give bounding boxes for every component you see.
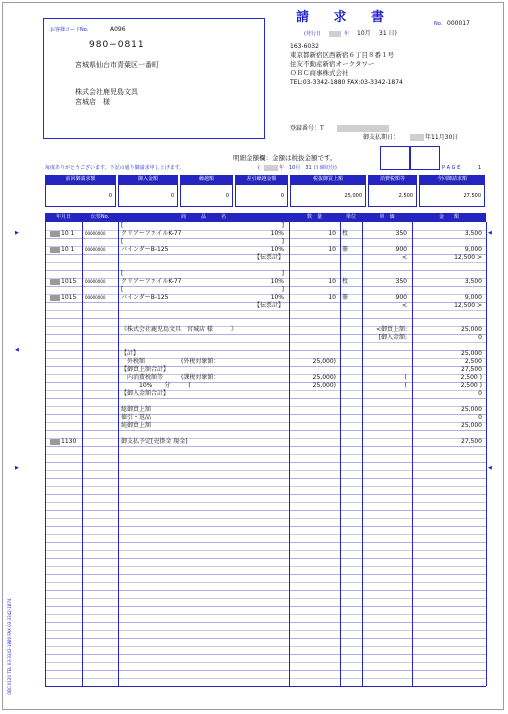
row-rate: ] bbox=[281, 286, 284, 293]
row-amount: 25,000 bbox=[461, 350, 482, 357]
summary-header-4: 税抜御買上額 bbox=[290, 175, 366, 184]
column-divider bbox=[340, 222, 341, 686]
margin-arrow-left-2: ◀ bbox=[15, 347, 19, 353]
customer-address: 宮城県仙台市青葉区一番町 bbox=[75, 61, 159, 69]
customer-address-box bbox=[43, 18, 265, 139]
row-name: 【計】 bbox=[121, 350, 140, 357]
row-amount: 9,000 bbox=[464, 246, 482, 253]
row-name: 【御入金額合計】 bbox=[121, 390, 170, 397]
summary-header-3: 差引繰越金額 bbox=[235, 175, 288, 184]
stamp-box-1 bbox=[380, 146, 410, 170]
row-qty: 25,000) bbox=[312, 358, 336, 365]
thanks-message: 毎度ありがとうございます。下記の通り御請求申し上げます。 bbox=[45, 165, 185, 171]
row-slip: 00000000 bbox=[85, 279, 106, 284]
row-divider bbox=[45, 502, 486, 503]
closing-open: ( bbox=[258, 165, 260, 171]
row-divider bbox=[45, 638, 486, 639]
row-divider bbox=[45, 566, 486, 567]
row-rate: ] bbox=[281, 270, 284, 277]
row-divider bbox=[45, 518, 486, 519]
row-qty: 10 bbox=[328, 230, 336, 237]
row-name: 内消費税額等 (課税対象額： bbox=[121, 374, 220, 381]
tax-note: 明細金額欄：金額は税抜金額です。 bbox=[233, 154, 337, 162]
row-amount: 12,500 > bbox=[454, 302, 482, 309]
row-name: バインダーB-125 bbox=[121, 294, 169, 301]
row-amount: 3,500 bbox=[464, 278, 482, 285]
margin-arrow-right-2: ◀ bbox=[488, 465, 492, 471]
row-divider bbox=[45, 678, 486, 679]
summary-header-0: 前回御請求額 bbox=[45, 175, 116, 184]
issuer-address2: 住友不動産新宿オークタワー bbox=[290, 60, 375, 68]
table-header-2: 商 品 名 bbox=[180, 214, 226, 220]
table-bottom-border bbox=[45, 686, 486, 687]
payment-due-label: 御支払期日： bbox=[363, 134, 400, 141]
row-divider bbox=[45, 614, 486, 615]
margin-arrow-right-1: ◀ bbox=[488, 230, 492, 236]
table-header-4: 単位 bbox=[345, 214, 356, 220]
row-divider bbox=[45, 534, 486, 535]
row-amount: 25,000 bbox=[461, 326, 482, 333]
row-name: [ bbox=[121, 238, 124, 245]
issue-date-label: (発行日 bbox=[304, 31, 321, 37]
row-divider bbox=[45, 550, 486, 551]
closing-date: 年 10月 31 日 締切分) bbox=[279, 165, 337, 171]
row-name: [ bbox=[121, 286, 124, 293]
summary-value-5: 2,500 bbox=[368, 184, 417, 207]
row-divider bbox=[45, 454, 486, 455]
row-divider bbox=[45, 574, 486, 575]
row-name: クリアーファイルK-77 bbox=[121, 278, 182, 285]
issuer-address1: 東京都新宿区西新宿６丁目８番１号 bbox=[290, 51, 394, 59]
row-price: ( bbox=[404, 374, 407, 381]
row-price: 350 bbox=[395, 230, 407, 237]
row-name: クリアーファイルK-77 bbox=[121, 230, 182, 237]
issuer-tel-fax: TEL:03-3342-1880 FAX:03-3342-1874 bbox=[290, 79, 403, 86]
row-name: [ bbox=[121, 222, 124, 229]
row-divider bbox=[45, 542, 486, 543]
row-unit: 枚 bbox=[342, 278, 349, 285]
issue-day: 31 日) bbox=[379, 30, 397, 37]
column-divider bbox=[289, 222, 290, 686]
row-divider bbox=[45, 662, 486, 663]
row-amount: 27,500 bbox=[461, 366, 482, 373]
row-amount: 2,500 bbox=[464, 358, 482, 365]
row-amount: 9,000 bbox=[464, 294, 482, 301]
table-header-6: 金 額 bbox=[438, 214, 459, 220]
row-divider bbox=[45, 590, 486, 591]
row-name: バインダーB-125 bbox=[121, 246, 169, 253]
summary-value-1: 0 bbox=[118, 184, 178, 207]
row-rate: 10% bbox=[270, 294, 284, 301]
row-rate: 【伝票計】 bbox=[253, 302, 284, 309]
row-amount: 0 bbox=[478, 334, 482, 341]
column-divider bbox=[45, 222, 46, 686]
payment-due-year-redacted bbox=[410, 134, 424, 141]
summary-header-6: 今回御請求額 bbox=[419, 175, 485, 184]
summary-value-6: 27,500 bbox=[419, 184, 485, 207]
row-divider bbox=[45, 494, 486, 495]
doc-number-label: No. bbox=[434, 21, 443, 27]
row-amount: 0 bbox=[478, 414, 482, 421]
row-price: 900 bbox=[395, 246, 407, 253]
summary-header-2: 繰越額 bbox=[180, 175, 233, 184]
date-year-redacted bbox=[50, 439, 60, 445]
row-date: 1130 bbox=[61, 438, 77, 445]
table-header-3: 数 量 bbox=[306, 214, 322, 220]
row-amount: 2,500 ) bbox=[460, 382, 482, 389]
row-price: < bbox=[401, 254, 407, 261]
row-qty: 10 bbox=[328, 278, 336, 285]
row-slip: 00000000 bbox=[85, 231, 106, 236]
column-divider bbox=[118, 222, 119, 686]
doc-number: 000017 bbox=[447, 20, 470, 27]
row-name: 値引・返品 bbox=[121, 414, 152, 421]
row-price: < bbox=[401, 302, 407, 309]
row-amount: 12,500 > bbox=[454, 254, 482, 261]
payment-due-value: 年11月30日 bbox=[425, 134, 459, 141]
row-price: 350 bbox=[395, 278, 407, 285]
row-divider bbox=[45, 310, 486, 311]
row-slip: 00000000 bbox=[85, 295, 106, 300]
row-amount: 3,500 bbox=[464, 230, 482, 237]
registration-label: 登録番号：T bbox=[290, 125, 324, 132]
customer-code-label: お客様コードNo. bbox=[50, 27, 89, 33]
issue-year-unit: 年 bbox=[344, 31, 350, 37]
issuer-postal: 163-6032 bbox=[290, 43, 319, 50]
summary-value-4: 25,000 bbox=[290, 184, 366, 207]
row-rate: 【伝票計】 bbox=[253, 254, 284, 261]
row-qty: 25,000) bbox=[312, 382, 336, 389]
issue-year-redacted bbox=[329, 31, 341, 37]
date-year-redacted bbox=[50, 247, 60, 253]
summary-value-3: 0 bbox=[235, 184, 288, 207]
row-divider bbox=[45, 470, 486, 471]
row-divider bbox=[45, 342, 486, 343]
row-qty: 10 bbox=[328, 294, 336, 301]
summary-header-5: 消費税額等 bbox=[368, 175, 417, 184]
column-divider bbox=[486, 222, 487, 686]
row-divider bbox=[45, 670, 486, 671]
row-rate: 10% bbox=[270, 230, 284, 237]
row-rate: 10% bbox=[270, 246, 284, 253]
row-name: 【御買上額合計】 bbox=[121, 366, 170, 373]
customer-company: 株式会社鹿児島文具 bbox=[75, 88, 138, 96]
customer-code: A096 bbox=[110, 26, 126, 33]
row-divider bbox=[45, 582, 486, 583]
column-divider bbox=[82, 222, 83, 686]
row-name: 外税額 (外税対象額： bbox=[121, 358, 220, 365]
row-divider bbox=[45, 318, 486, 319]
column-divider bbox=[362, 222, 363, 686]
row-amount: 2,500 ) bbox=[460, 374, 482, 381]
row-divider bbox=[45, 510, 486, 511]
row-qty: 25,000) bbox=[312, 374, 336, 381]
customer-branch: 宮城店 様 bbox=[75, 98, 110, 106]
row-slip: 00000000 bbox=[85, 247, 106, 252]
row-divider bbox=[45, 462, 486, 463]
row-name: [ bbox=[121, 270, 124, 277]
date-year-redacted bbox=[50, 231, 60, 237]
row-rate: 10% bbox=[270, 278, 284, 285]
row-name: 純御買上額 bbox=[121, 422, 152, 429]
row-divider bbox=[45, 630, 486, 631]
row-divider bbox=[45, 430, 486, 431]
customer-postal: 980−0811 bbox=[89, 40, 145, 50]
date-year-redacted bbox=[50, 279, 60, 285]
table-header-1: 伝票No. bbox=[90, 214, 110, 220]
row-divider bbox=[45, 646, 486, 647]
row-amount: 0 bbox=[478, 390, 482, 397]
row-name: 《株式会社鹿児島文具 宮城店 様 》 bbox=[121, 326, 237, 333]
row-divider bbox=[45, 622, 486, 623]
row-name: 総御買上額 bbox=[121, 406, 152, 413]
row-amount: 27,500 bbox=[461, 438, 482, 445]
date-year-redacted bbox=[50, 295, 60, 301]
row-amount: 25,000 bbox=[461, 406, 482, 413]
page-number: 1 bbox=[478, 165, 482, 171]
document-title: 請 求 書 bbox=[296, 10, 395, 25]
margin-arrow-left-1: ▶ bbox=[15, 230, 19, 236]
side-contact-text: OBC 0120 TEL 03-3342-1880 FAX 03-3342-1874 bbox=[7, 598, 12, 695]
row-divider bbox=[45, 478, 486, 479]
row-unit: 枚 bbox=[342, 230, 349, 237]
registration-number-redacted bbox=[337, 125, 389, 132]
row-unit: 冊 bbox=[342, 246, 349, 253]
table-header-0: 年月日 bbox=[55, 214, 71, 220]
row-unit: 冊 bbox=[342, 294, 349, 301]
row-price: ( bbox=[404, 382, 407, 389]
row-divider bbox=[45, 398, 486, 399]
stamp-box-2 bbox=[410, 146, 440, 170]
row-qty: 10 bbox=[328, 246, 336, 253]
summary-value-2: 0 bbox=[180, 184, 233, 207]
row-divider bbox=[45, 486, 486, 487]
row-divider bbox=[45, 446, 486, 447]
row-divider bbox=[45, 558, 486, 559]
row-divider bbox=[45, 526, 486, 527]
row-date: 1015 bbox=[61, 294, 77, 301]
margin-arrow-left-3: ▶ bbox=[15, 465, 19, 471]
summary-header-1: 御入金額 bbox=[118, 175, 178, 184]
row-price: <御買上額: bbox=[375, 326, 407, 333]
row-price: [御入金額: bbox=[378, 334, 407, 341]
row-divider bbox=[45, 598, 486, 599]
table-header-5: 単 価 bbox=[379, 214, 395, 220]
row-amount: 25,000 bbox=[461, 422, 482, 429]
row-price: 900 bbox=[395, 294, 407, 301]
column-divider bbox=[412, 222, 413, 686]
row-date: 10 1 bbox=[61, 246, 75, 253]
page-label: P A G E bbox=[442, 165, 461, 171]
row-divider bbox=[45, 606, 486, 607]
row-rate: ] bbox=[281, 222, 284, 229]
row-name: 御支払予定[売掛金 現金] bbox=[121, 438, 188, 445]
row-date: 1015 bbox=[61, 278, 77, 285]
row-name: 10% 分 ( bbox=[121, 382, 191, 389]
row-divider bbox=[45, 654, 486, 655]
issue-month: 10月 bbox=[357, 30, 371, 37]
summary-value-0: 0 bbox=[45, 184, 116, 207]
row-rate: ] bbox=[281, 238, 284, 245]
row-divider bbox=[45, 262, 486, 263]
closing-year-redacted bbox=[264, 165, 278, 171]
row-date: 10 1 bbox=[61, 230, 75, 237]
issuer-company: ＯＢＣ商事株式会社 bbox=[290, 69, 349, 77]
